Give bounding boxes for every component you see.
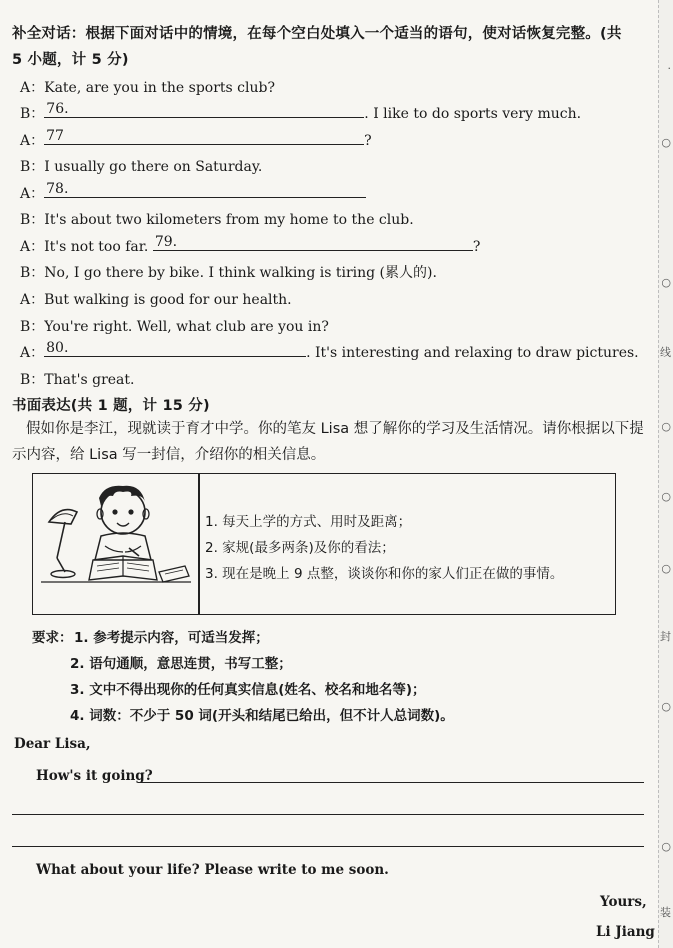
- requirement-1: 1. 参考提示内容，可适当发挥；: [74, 630, 269, 646]
- dialogue-text: That's great.: [44, 372, 135, 388]
- binding-mark: ○: [661, 840, 671, 853]
- requirement-2: 2. 语句通顺，意思连贯，书写工整；: [70, 656, 292, 672]
- dialogue-text: . It's interesting and relaxing to draw pictures.: [306, 345, 639, 361]
- requirement-4: 4. 词数：不少于 50 词(开头和结尾已给出，但不计人总词数)。: [70, 708, 454, 724]
- speaker: A：: [20, 345, 45, 361]
- binding-mark: ○: [661, 136, 671, 149]
- writing-line-2[interactable]: [12, 814, 644, 815]
- answer-blank-79[interactable]: [153, 236, 473, 251]
- hint-item-3: 3. 现在是晚上 9 点整，谈谈你和你的家人们正在做的事情。: [205, 566, 564, 582]
- hint-item-1: 1. 每天上学的方式、用时及距离；: [205, 514, 412, 530]
- hint-item-2: 2. 家规(最多两条)及你的看法；: [205, 540, 395, 556]
- dialogue-text: ?: [364, 133, 372, 149]
- speaker: A：: [20, 239, 45, 255]
- hint-divider: [198, 474, 200, 614]
- dialogue-line-4: [20, 156, 262, 176]
- dialogue-line-3: [20, 130, 372, 150]
- dialogue-text: ?: [472, 239, 481, 255]
- binding-mark: 线: [660, 346, 671, 359]
- speaker: A：: [20, 186, 45, 202]
- answer-blank-76[interactable]: [44, 103, 364, 118]
- dialogue-line-8: [20, 262, 437, 282]
- dialogue-line-5: [20, 183, 366, 203]
- answer-blank-77[interactable]: [44, 130, 364, 145]
- dialogue-line-11: [20, 342, 639, 362]
- letter-greeting: Dear Lisa,: [14, 736, 91, 752]
- question-number: 79.: [154, 234, 178, 250]
- dialogue-text: Kate, are you in the sports club?: [44, 80, 275, 96]
- speaker: A：: [20, 292, 45, 308]
- dialogue-text: No, I go there by bike. I think walking is tiring (累人的).: [44, 265, 437, 281]
- dialogue-text: It's not too far.: [44, 239, 149, 255]
- letter-opening: How's it going?: [36, 768, 153, 784]
- dialogue-text: . I like to do sports very much.: [364, 106, 582, 122]
- binding-mark: ○: [661, 562, 671, 575]
- speaker: B：: [20, 372, 45, 388]
- question-number: 78.: [46, 181, 69, 197]
- speaker: B：: [20, 106, 45, 122]
- answer-blank-80[interactable]: [44, 342, 306, 357]
- speaker: A：: [20, 80, 45, 96]
- writing-prompt: 假如你是李江，现就读于育才中学。你的笔友 Lisa 想了解你的学习及生活情况。请你根据以下提示内容，给 Lisa 写一封信，介绍你的相关信息。: [12, 421, 644, 463]
- requirement-3: 3. 文中不得出现你的任何真实信息(姓名、校名和地名等)；: [70, 682, 426, 698]
- binding-mark: 封: [660, 630, 671, 643]
- section1-title-cont: 5 小题，计 5 分): [12, 52, 129, 68]
- dialogue-text: But walking is good for our health.: [44, 292, 292, 308]
- speaker: B：: [20, 159, 45, 175]
- speaker: B：: [20, 212, 45, 228]
- answer-blank-78[interactable]: [44, 183, 366, 198]
- binding-mark: ○: [661, 700, 671, 713]
- question-number: 76.: [46, 101, 69, 117]
- speaker: B：: [20, 265, 45, 281]
- speaker: A：: [20, 133, 45, 149]
- speaker: B：: [20, 319, 45, 335]
- dialogue-line-12: [20, 369, 134, 389]
- letter-closing-line: What about your life? Please write to me soon.: [36, 862, 389, 878]
- binding-mark: ·: [667, 62, 671, 75]
- student-studying-illustration: [35, 476, 195, 612]
- letter-signoff: Yours,: [600, 894, 647, 910]
- dialogue-line-6: [20, 209, 414, 229]
- binding-strip: [658, 0, 673, 948]
- writing-line-1[interactable]: [138, 782, 644, 783]
- dialogue-text: It's about two kilometers from my home to the club.: [44, 212, 414, 228]
- hint-box: [32, 473, 616, 615]
- dialogue-line-1: [20, 77, 275, 97]
- section1-title: 补全对话：根据下面对话中的情境，在每个空白处填入一个适当的语句，使对话恢复完整。(共: [12, 26, 622, 42]
- dialogue-line-2: [20, 103, 581, 123]
- question-number: 77: [46, 128, 64, 144]
- dialogue-line-7: [20, 236, 480, 256]
- dialogue-line-9: [20, 289, 292, 309]
- question-number: 80.: [46, 340, 69, 356]
- binding-mark: 装: [660, 906, 671, 919]
- section2-title: 书面表达(共 1 题，计 15 分): [12, 398, 210, 414]
- writing-line-3[interactable]: [12, 846, 644, 847]
- dialogue-text: You're right. Well, what club are you in?: [44, 319, 329, 335]
- requirements-label: 要求：: [32, 630, 73, 646]
- binding-mark: ○: [661, 420, 671, 433]
- letter-signature: Li Jiang: [596, 924, 655, 940]
- dialogue-text: I usually go there on Saturday.: [44, 159, 263, 175]
- binding-mark: ○: [661, 490, 671, 503]
- dialogue-line-10: [20, 316, 329, 336]
- binding-mark: ○: [661, 276, 671, 289]
